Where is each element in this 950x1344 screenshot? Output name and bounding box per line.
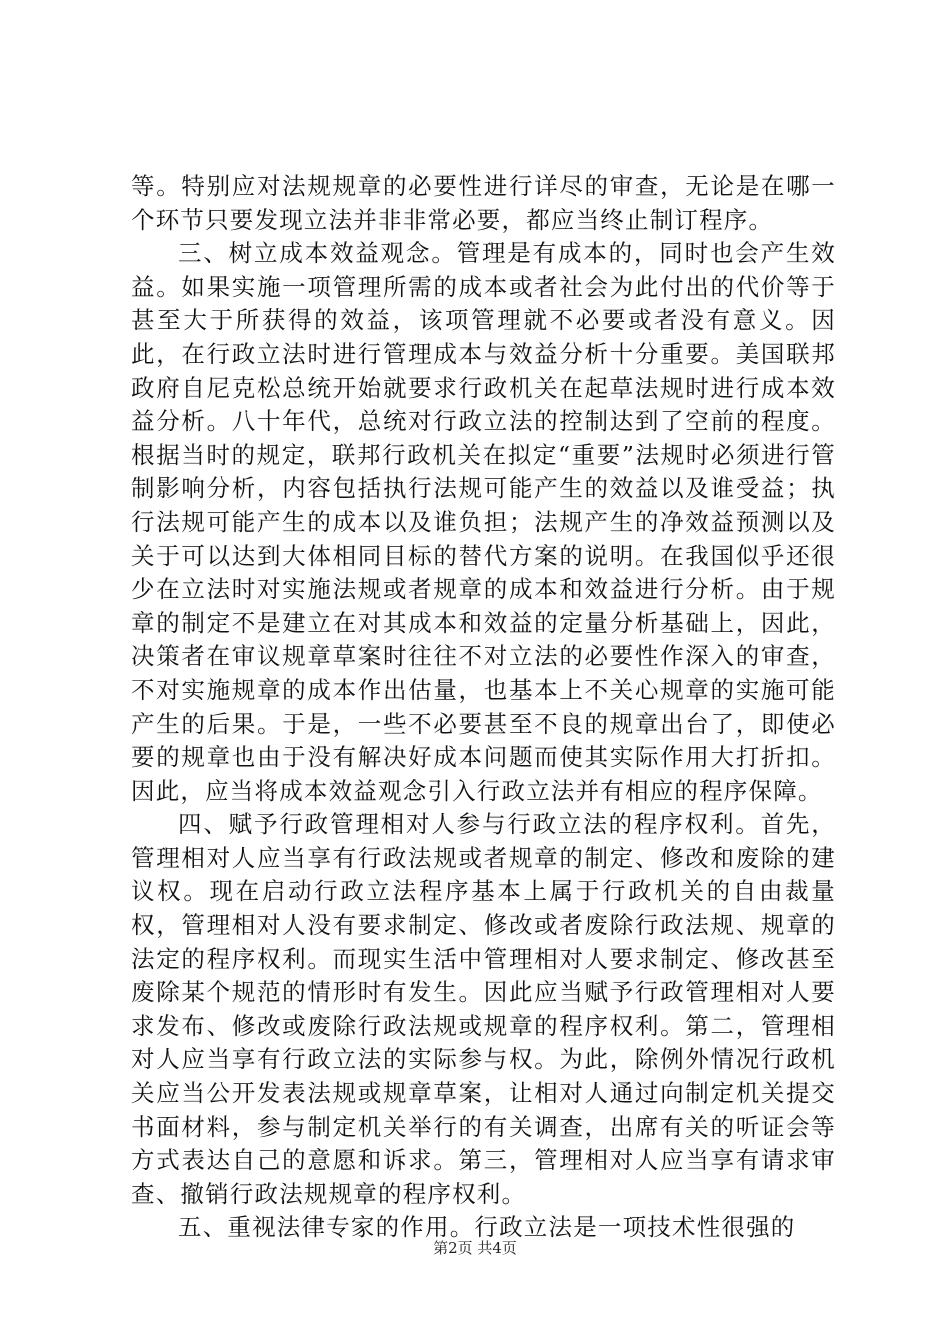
paragraph-continuation: 等。特别应对法规规章的必要性进行详尽的审查，无论是在哪一个环节只要发现立法并非非常必要，都应当终止制订程序。 bbox=[131, 172, 836, 234]
paragraph-legal-experts: 五、重视法律专家的作用。行政立法是一项技术性很强的 bbox=[178, 1213, 796, 1242]
paragraph-participation-rights: 四、赋予行政管理相对人参与行政立法的程序权利。首先，管理相对人应当享有行政法规或者规章的制定、修改和废除的建议权。现在启动行政立法程序基本上属于行政机关的自由裁量权，管理相对人没有要求制定、修改或者废除行政法规、规章的法定的程序权利。而现实生活中管理相对人要求制定、修改甚至废除某个规范的情形时有发生。因此应当赋予行政管理相对人要求发布、修改或废除行政法规或规章的程序权利。第二，管理相对人应当享有行政立法的实际参与权。为此，除例外情况行政机关应当公开发表法规或规章草案，让相对人通过向制定机关提交书面材料，参与制定机关举行的有关调查，出席有关的听证会等方式表达自己的意愿和诉求。第三，管理相对人应当享有请求审查、撤销行政法规规章的程序权利。 bbox=[131, 810, 836, 1208]
paragraph-cost-benefit: 三、树立成本效益观念。管理是有成本的，同时也会产生效益。如果实施一项管理所需的成本或者社会为此付出的代价等于甚至大于所获得的效益，该项管理就不必要或者没有意义。因此，在行政立法时进行管理成本与效益分析十分重要。美国联邦政府自尼克松总统开始就要求行政机关在起草法规时进行成本效益分析。八十年代，总统对行政立法的控制达到了空前的程度。根据当时的规定，联邦行政机关在拟定“重要”法规时必须进行管制影响分析，内容包括执行法规可能产生的效益以及谁受益；执行法规可能产生的成本以及谁负担；法规产生的净效益预测以及关于可以达到大体相同目标的替代方案的说明。在我国似乎还很少在立法时对实施法规或者规章的成本和效益进行分析。由于规章的制定不是建立在对其成本和效益的定量分析基础上，因此，决策者在审议规章草案时往往不对立法的必要性作深入的审查，不对实施规章的成本作出估量，也基本上不关心规章的实施可能产生的后果。于是，一些不必要甚至不良的规章出台了，即使必要的规章也由于没有解决好成本问题而使其实际作用大打折扣。因此，应当将成本效益观念引入行政立法并有相应的程序保障。 bbox=[131, 239, 836, 805]
page-number-footer: 第2页 共4页 bbox=[433, 1239, 517, 1257]
document-body bbox=[131, 170, 836, 1245]
